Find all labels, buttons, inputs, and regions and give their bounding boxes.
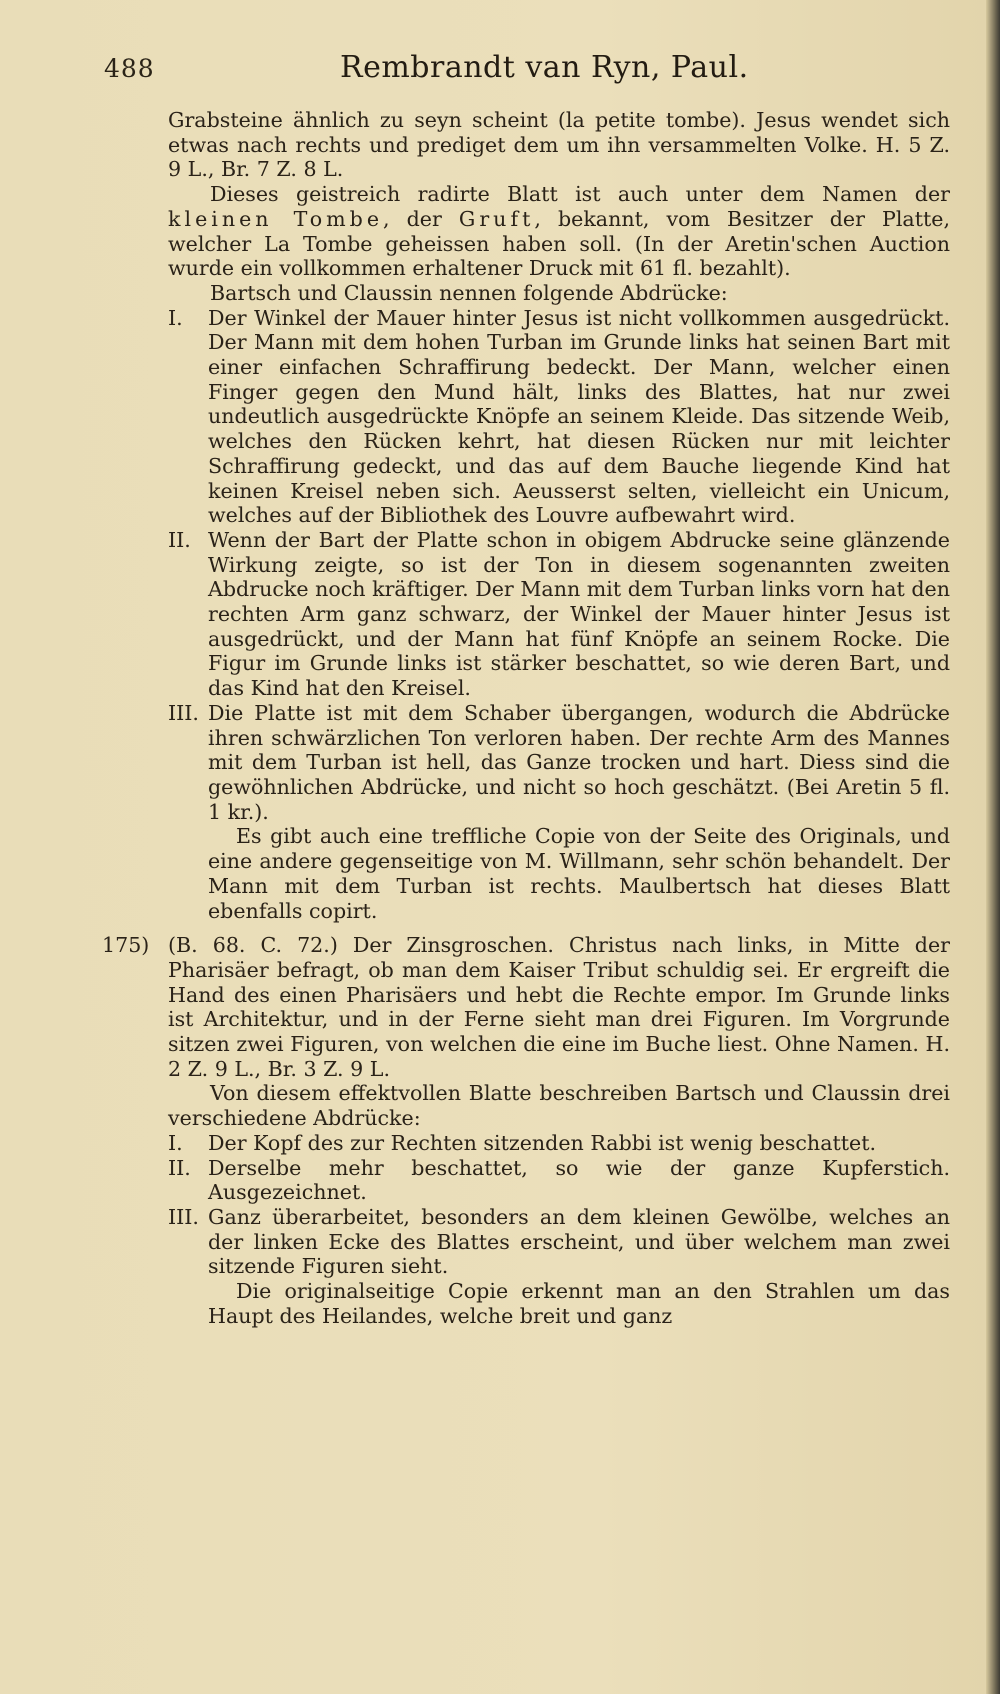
state-item xyxy=(168,528,950,701)
catalogue-entry-175 xyxy=(102,933,950,1081)
state-number: II. xyxy=(168,527,191,552)
state-text: Wenn der Bart der Platte schon in obigem Abdrucke seine glänzende Wirkung zeigte, so ist der Ton in diesem sogenannten zweiten Abdrucke noch kräftiger. Der Mann mit dem Turban links vorn hat den rechten Arm ganz schwarz, der Winkel der Mauer hinter Jesus ist ausgedrückt, und der Mann hat fünf Knöpfe an seinem Rocke. Die Figur im Grunde links ist stärker beschattet, so wie deren Bart, und das Kind hat den Kreisel. xyxy=(208,527,950,701)
spaced-term: Gruft xyxy=(458,206,535,231)
paragraph-states-intro: Bartsch und Claussin nennen folgende Abdrücke: xyxy=(210,280,728,305)
state-text: Ganz überarbeitet, besonders an dem kleinen Gewölbe, welches an der linken Ecke des Blattes erscheint, und über welchem man zwei sitzende Figuren sieht. xyxy=(208,1204,950,1279)
state-number: III. xyxy=(168,700,199,725)
entry-text: (B. 68. C. 72.) Der Zinsgroschen. Christus nach links, in Mitte der Pharisäer befragt, ob man dem Kaiser Tribut schuldig sei. Er ergreift die Hand des einen Pharisäers und hebt die Rechte empor. Im Grunde links ist Architektur, und in der Ferne sieht man drei Figuren. Im Vorgrunde sitzen zwei Figuren, von welchen die eine im Buche liest. Ohne Namen. H. 2 Z. 9 L., Br. 3 Z. 9 L. xyxy=(168,933,950,1081)
state-number: I. xyxy=(168,305,183,330)
page-number: 488 xyxy=(104,54,155,83)
state-text: Derselbe mehr beschattet, so wie der ganze Kupferstich. Ausgezeichnet. xyxy=(208,1155,950,1205)
paragraph-text: Dieses geistreich radirte Blatt ist auch unter dem Namen der xyxy=(210,182,950,207)
state-text: Der Kopf des zur Rechten sitzenden Rabbi ist wenig beschattet. xyxy=(208,1130,877,1155)
book-gutter-shadow xyxy=(986,0,1000,1694)
state-number: III. xyxy=(168,1204,199,1229)
entry-number: 175) xyxy=(102,933,150,958)
paragraph-text: , bekannt, vom Besitzer der Platte, welcher La Tombe geheissen haben soll. (In der Aretin'schen Auction wurde ein vollkommen erhaltener Druck mit 61 fl. bezahlt). xyxy=(168,206,950,281)
state-item xyxy=(168,1156,950,1205)
state-text: Der Winkel der Mauer hinter Jesus ist nicht vollkommen ausgedrückt. Der Mann mit dem hohen Turban im Grunde links hat seinen Bart mit einer einfachen Schraffirung bedeckt. Der Mann, welcher einen Finger gegen den Mund hält, links des Blattes, hat nur zwei undeutlich ausgedrückte Knöpfe an seinem Kleide. Das sitzende Weib, welches den Rücken kehrt, hat diesen Rücken nur mit leichter Schraffirung gedeckt, und das auf dem Bauche liegende Kind hat keinen Kreisel neben sich. Aeusserst selten, vielleicht ein Unicum, welches auf der Bibliothek des Louvre aufbewahrt wird. xyxy=(208,305,950,528)
state-item xyxy=(168,701,950,825)
paragraph-continuation: Grabsteine ähnlich zu seyn scheint (la petite tombe). Jesus wendet sich etwas nach rechts und prediget dem um ihn versammelten Volke. H. 5 Z. 9 L., Br. 7 Z. 8 L. xyxy=(168,108,950,182)
state-text: Die Platte ist mit dem Schaber übergangen, wodurch die Abdrücke ihren schwärzlichen Ton verloren haben. Der rechte Arm des Mannes mit dem Turban ist hell, das Ganze trocken und hart. Diess sind die gewöhnlichen Abdrücke, und nicht so hoch geschätzt. (Bei Aretin 5 fl. 1 kr.). xyxy=(208,700,950,824)
state-number: II. xyxy=(168,1155,191,1180)
paragraph-final: Die originalseitige Copie erkennt man an den Strahlen um das Haupt des Heilandes, welche breit und ganz xyxy=(208,1279,950,1328)
state-item xyxy=(168,1205,950,1279)
paragraph-states-intro-175: Von diesem effektvollen Blatte beschreiben Bartsch und Claussin drei verschiedene Abdrücke: xyxy=(168,1081,950,1131)
state-item xyxy=(168,1131,950,1156)
paragraph-text: , der xyxy=(383,206,442,231)
spaced-term: kleinen Tombe xyxy=(168,206,384,231)
running-title: Rembrandt van Ryn, Paul. xyxy=(340,50,749,85)
page-header xyxy=(104,48,924,98)
paragraph-copies: Es gibt auch eine treffliche Copie von der Seite des Originals, und eine andere gegenseitige von M. Willmann, sehr schön behandelt. Der Mann mit dem Turban ist rechts. Maulbertsch hat dieses Blatt ebenfalls copirt. xyxy=(208,824,950,923)
state-number: I. xyxy=(168,1130,183,1155)
paragraph-tombe xyxy=(168,182,950,281)
state-item xyxy=(168,306,950,528)
page-body xyxy=(102,108,950,1328)
